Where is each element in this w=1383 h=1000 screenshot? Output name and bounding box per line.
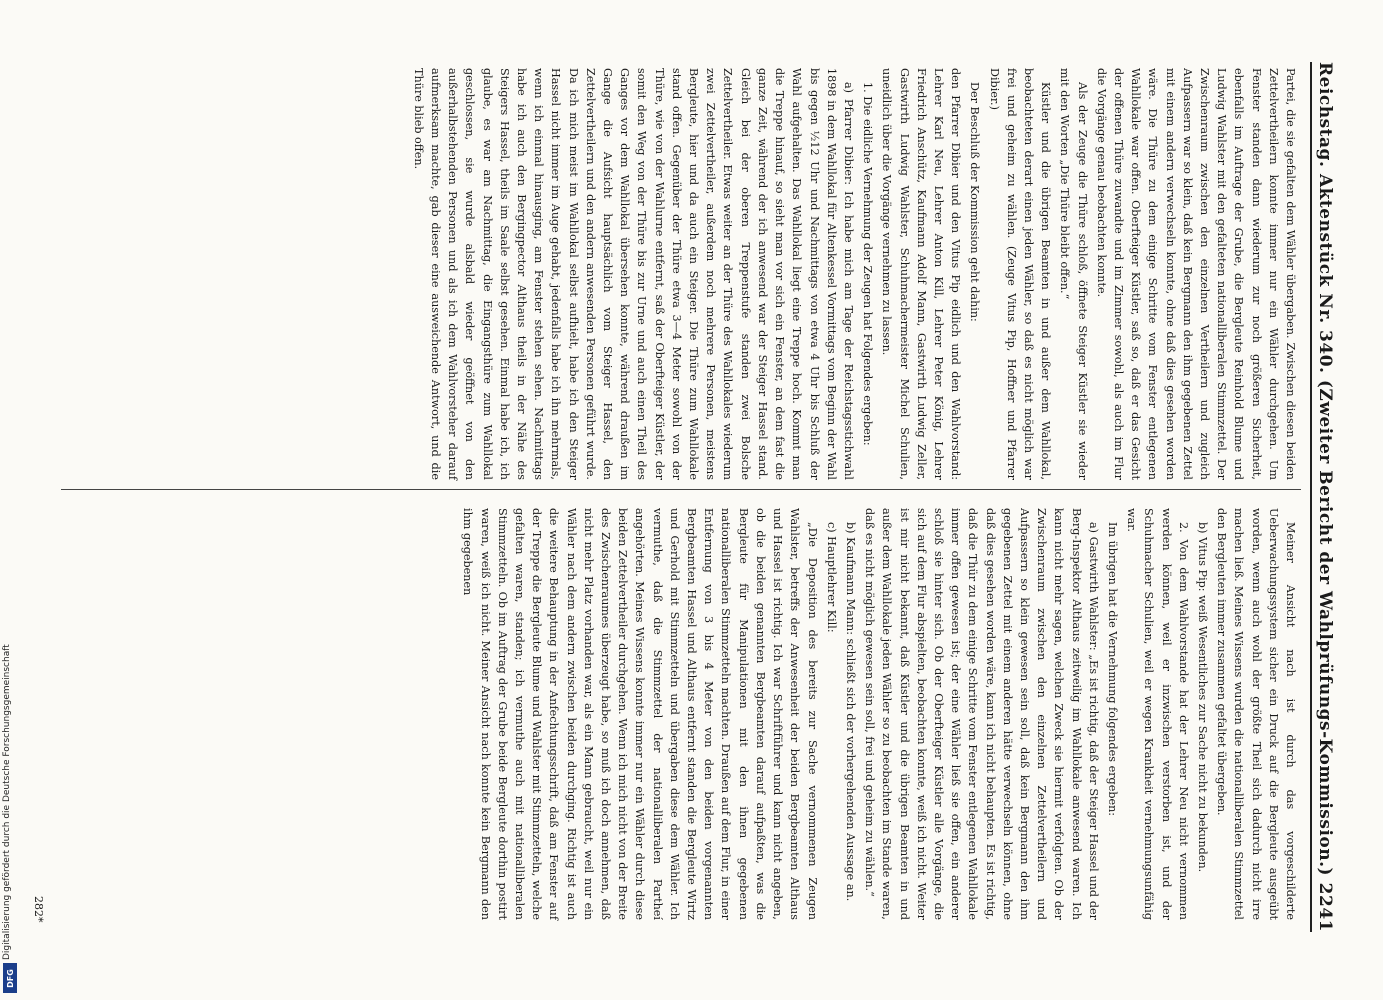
paragraph: a) Gastwirth Wahlster: „Es ist richtig, daß der Steiger Hassel und der Berg-Inspektor Althaus zeitweilig im Wahllokale anwesend waren. Ich kann nicht mehr sagen, welchen Zweck sie hiermit verfolgten. Ob der Zwischenraum zwischen den einzelnen Zettelvertheilern und Aufpassern so klein gewesen sein soll, daß kein Bergmann den ihm gegebenen Zettel mit einem anderen hätte verwechseln können, ohne daß dies gesehen worden wäre, kann ich nicht behaupten. Es ist richtig, daß die Thür zu dem einige Schritte vom Fenster entlegenen Wahllokale immer offen gewesen ist; der eine Wähler ließ sie offen, ein anderer schloß sie hinter sich. Ob der Oberfteiger Küstler alle Vorgänge, die sich auf dem Flur abspielten, beobachten konnte, weiß ich nicht. Weiter ist mir nicht bekannt, daß Küstler und die übrigen Beamten in und außer dem Wahllokale jeden Wähler so zu beobachten im Stande waren, daß es nicht möglich gewesen sein soll, frei und geheim zu wählen.“ [863,508,1100,920]
left-column [408,68,1299,480]
right-column [457,508,1299,920]
dfg-logo [3,963,17,993]
paragraph: Im übrigen hat die Vernehmung folgendes ergeben: [1105,522,1119,817]
paragraph: 1. Die eidliche Vernehmung der Zeugen hat Folgendes ergeben: [861,82,875,446]
running-head [1310,62,1335,932]
paragraph: Küstler und die übrigen Beamten in und außer dem Wahllokal, beobachteten derart einen jeden Wähler, so daß es nicht möglich war frei und geheim zu wählen. (Zeuge Vitus Pip, Hoffner und Pfarrer Dibier.) [987,68,1053,480]
signature-mark: 282* [32,896,45,923]
paragraph: Meiner Ansicht nach ist durch das vorgeschilderte Ueberwachungssystem sicher ein Druck auf die Bergleute ausgeübt worden, wenn auch wohl der größte Theil sich dadurch nicht irre machen ließ. Meines Wissens wurden die nationalliberalen Stimmzettel den Bergleuten immer zusammen gefaltet übergeben. [1215,508,1297,920]
header-left: Reichstag. [1315,62,1335,168]
dfg-logo-text: DFG [5,968,15,988]
page-number: 2241 [1315,882,1335,932]
paragraph: a) Pfarrer Dibier: Ich habe mich am Tage der Reichstagsstichwahl 1898 in dem Wahllokal für Altenkessel Vormittags vom Beginn der Wahl bis gegen ½12 Uhr und Nachmittags von etwa 4 Uhr bis Schluß der Wahl aufgehalten. Das Wahllokal liegt eine Treppe hoch. Kommt man die Treppe hinauf, so sieht man vor sich ein Fenster, an dem fast die ganze Zeit, während der ich anwesend war der Steiger Hassel stand. Gleich bei der oberen Treppenstufe standen zwei Bolsche Zettelvertheiler. Etwas weiter an der Thüre des Wahllokales wiederum zwei Zettelvertheiler, außerdem noch mehrere Personen, meistens Bergleute, hier und da auch ein Steiger. Die Thüre zum Wahllokale stand offen. Gegenüber der Thüre etwa 3—4 Meter sowohl von der Thüre, wie von der Wahlurne entfernt, saß der Oberfteiger Küstler, der somit den Weg von der Thüre bis zur Urne und auch einen Theil des Ganges vor dem Wahllokal übersehen konnte, während draußen im Gange die Aufsicht hauptsächlich vom Steiger Hassel, den Zettelvertheilern und den andern anwesenden Personen geführt wurde. Da ich mich meist im Wahllokal selbst aufhielt, habe ich den Steiger Hassel nicht immer im Auge gehabt, jedenfalls habe ich ihn mehrmals, wenn ich einmal hinausging, am Fenster stehen sehen. Nachmittags habe ich auch den Bergingpector Althaus theils in der Nähe des Steigers Hassel, theils im Saale selbst gesehen. Einmal habe ich, ich glaube, es war am Nachmittag, die Eingangsthüre zum Wahllokal geschlossen, sie wurde alsbald wieder geöffnet von den außerhalbstehenden Personen und als ich dem Wahlvorsteher darauf aufmerksam machte, gab dieser eine ausweichende Antwort, und die Thüre blieb offen. [411,68,855,480]
paragraph: „Die Deposition des bereits zur Sache vernommenen Zeugen Wahlster, betreffs der Anwesenheit der beiden Bergbeamten Althaus und Hassel ist richtig. Ich war Schriftführer und kann nicht angeben, ob die beiden genannten Bergbeamten darauf aufpaßten, was die Bergleute für Manipulationen mit den ihnen gegebenen nationalliberalen Stimmzetteln machten. Draußen auf dem Flur, in einer Entfernung von 3 bis 4 Meter von den beiden vorgenannten Bergbeamten Hassel und Althaus entfernt standen die Bergleute Wirtz und Gerhold mit Stimmzetteln und übergaben diese dem Wähler. Ich vermuthe, daß die Stimmzettel der nationalliberalen Partheí angehörten. Meines Wissens konnte immer nur ein Wähler durch diese beiden Zettelvertheiler durchgehen. Wenn ich mich nicht von der Breite des Zwischenraumes überzeugt habe, so muß ich doch annehmen, daß nicht mehr Platz vorhanden war, als ein Mann gebraucht, weil nur ein Wähler nach dem andern zwischen beiden durchging. Richtig ist auch die weitere Behauptung in der Anfechtungsschrift, daß am Fenster auf der Treppe die Bergleute Blume und Wahlster mit Stimmzetteln, welche gefalten waren, standen; ich vermuthe auch mit nationalliberalen Stimmzetteln. Ob im Auftrag der Grube beide Bergleute dorthin postirt waren, weiß ich nicht. Meiner Ansicht nach konnte kein Bergmann den ihm gegebenen [461,508,819,920]
header-center: Aktenstück Nr. 340. (Zweiter Bericht der Wahlprüfungs-Kommission.) [1315,173,1335,877]
paragraph: 2. Von dem Wahlvorstande hat der Lehrer Neu nicht vernommen werden können, weil er inzwischen verstorben ist, und der Schuhmacher Schulien, weil er wegen Krankheit vernehmungsunfähig war. [1125,508,1190,920]
digitization-credit: Digitalisierung gefördert durch die Deutsche Forschungsgemeinschaft [2,644,12,960]
paragraph: den Pfarrer Dibier und den Vitus Pip eidlich und den Wahlvorstand: Lehrer Karl Neu, Lehrer Anton Kill, Lehrer Peter König, Lehrer Friedrich Anschütz, Kaufmann Adolf Mann, Gastwirth Ludwig Zeller, Gastwirth Ludwig Wahlster, Schuhmachermeister Michel Schulien, uneidlich über die Vorgänge vernehmen zu lassen. [880,68,963,480]
paragraph: Partei, die sie gefalten dem Wähler übergaben. Zwischen diesen beiden Zettelvertheilern konnte immer nur ein Wähler durchgehen. Um Fenster standen dann wiederum zur noch größeren Sicherheit, ebenfalls im Auftrage der Grube, die Bergleute Reinhold Blume und Ludwig Wahlster mit den gefalteten nationalliberalen Stimmzettel. Der Zwischenraum zwischen den einzelnen Vertheilern und zugleich Aufpassern war so klein, daß kein Bergmann den ihm gegebenen Zettel mit einem andern verwechseln konnte, ohne daß dies gesehen worden wäre. Die Thüre zu dem einige Schritte vom Fenster entlegenen Wahllokale war offen. Oberfteiger Küstler, saß so, daß er das Gesicht der offenen Thüre zuwandte und im Zimmer sowohl, als auch im Flur die Vorgänge genau beobachten konnte. [1094,68,1297,480]
paragraph: c) Hauptlehrer Kill: [824,522,838,633]
column-divider [61,489,1301,490]
paragraph: Als der Zeuge die Thüre schloß, öffnete Steiger Küstler sie wieder mit den Worten „Die Thüre bleibt offen.“ [1058,68,1089,480]
paragraph: b) Vitus Pip: weiß Wesentliches zur Sache nicht zu bekunden. [1195,522,1209,873]
paragraph: Der Beschluß der Kommission geht dahin: [968,82,982,322]
paragraph: b) Kaufmann Mann: schließt sich der vorhergehenden Aussage an. [843,522,857,902]
